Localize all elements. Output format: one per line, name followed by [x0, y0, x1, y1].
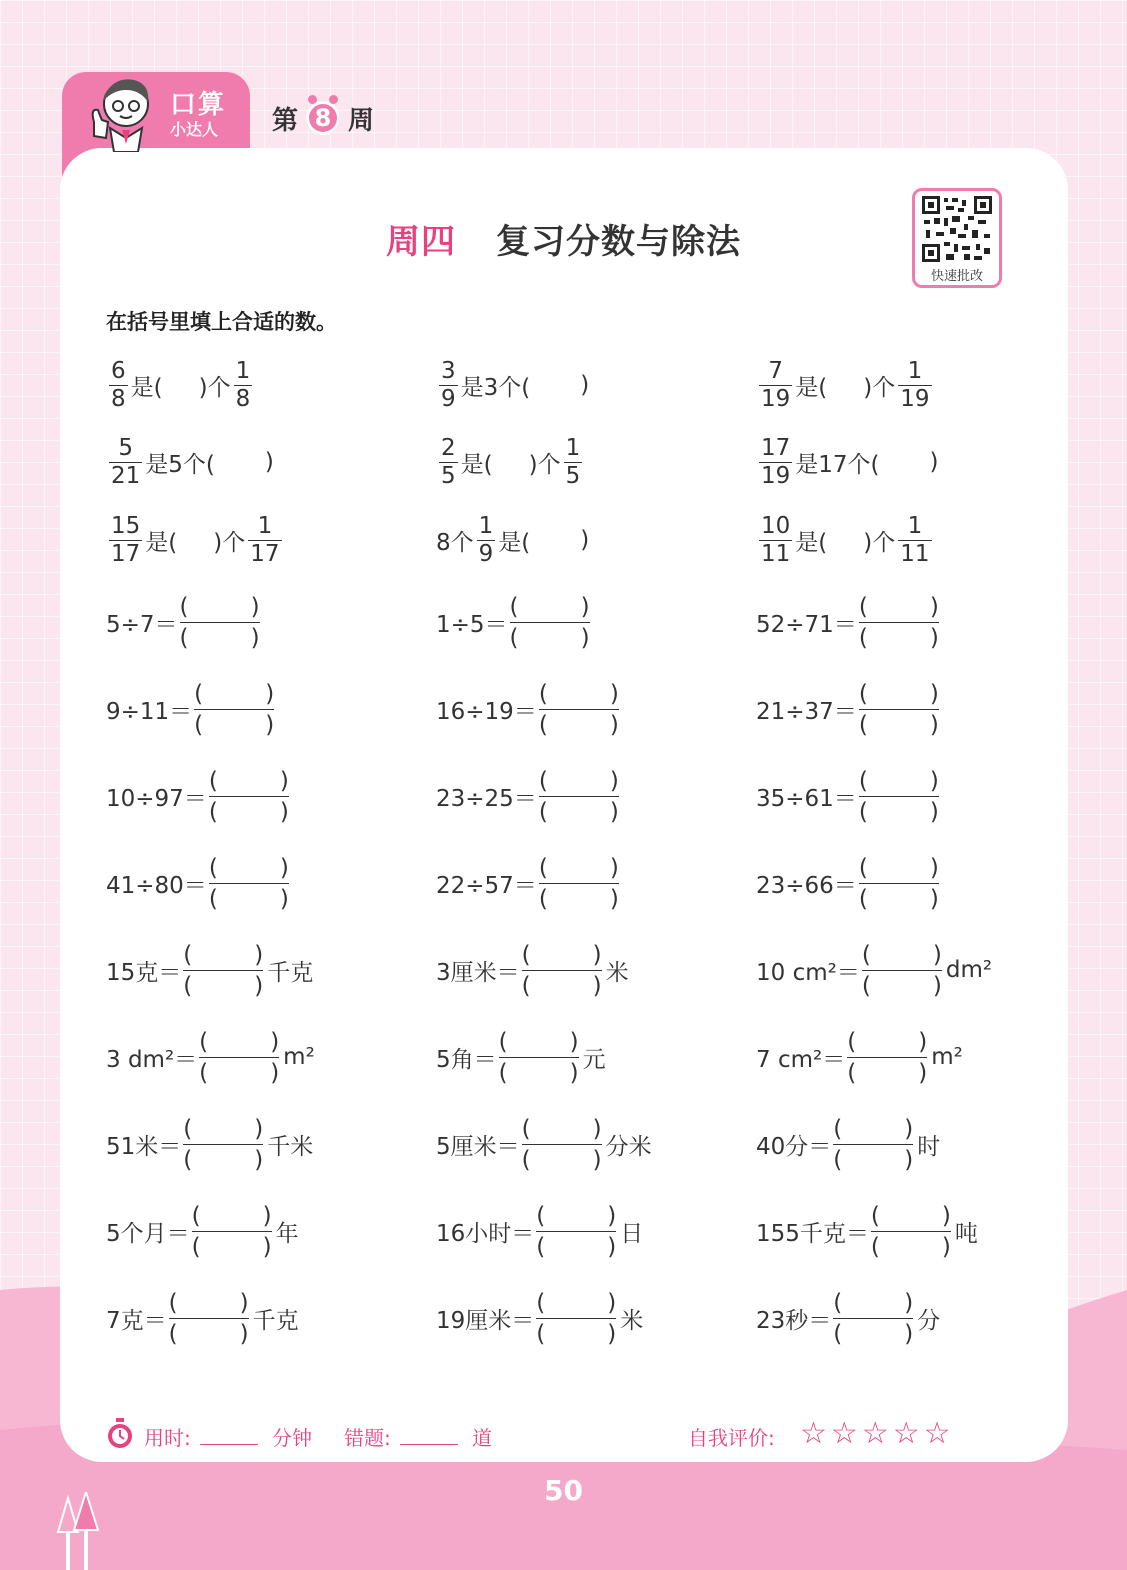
exercise-expression: 1÷5＝ — [436, 611, 508, 638]
answer-fraction[interactable] — [859, 592, 939, 653]
exercise-item — [436, 1200, 643, 1262]
instruction-text: 在括号里填上合适的数。 — [106, 310, 337, 334]
time-input[interactable] — [200, 1444, 258, 1445]
exercise-text: )个 — [863, 529, 896, 556]
answer-fraction[interactable] — [169, 1288, 249, 1349]
unit-label: 千米 — [267, 1133, 314, 1160]
exercise-item — [106, 765, 291, 827]
answer-denominator-blank[interactable]: ( ) — [536, 1320, 617, 1347]
answer-denominator-blank[interactable]: ( ) — [199, 1059, 280, 1086]
exercise-text: 是( — [460, 451, 493, 478]
fraction — [564, 435, 583, 490]
numerator: 1 — [235, 357, 251, 384]
rating-label: 自我评价: — [688, 1426, 775, 1450]
answer-fraction[interactable] — [539, 679, 619, 740]
unit-label: m² — [283, 1044, 315, 1070]
exercise-text: )个 — [198, 374, 231, 401]
unit-label: 千克 — [267, 959, 314, 986]
denominator: 5 — [565, 462, 581, 489]
exercise-expression: 23秒＝ — [756, 1307, 832, 1334]
fraction — [898, 358, 931, 413]
exercise-text: 是( — [498, 529, 531, 556]
unit-label: 时 — [917, 1133, 941, 1160]
numerator: 1 — [907, 512, 923, 539]
answer-fraction[interactable] — [499, 1027, 579, 1088]
unit-label: 千克 — [252, 1307, 299, 1334]
exercise-item — [756, 1113, 940, 1175]
answer-fraction[interactable] — [522, 1114, 602, 1175]
fraction — [477, 513, 496, 568]
denominator: 19 — [761, 385, 791, 412]
denominator: 9 — [441, 385, 456, 412]
exercise-text: 是( — [795, 529, 828, 556]
answer-denominator-blank[interactable]: ( ) — [536, 1233, 617, 1260]
page-number: 50 — [544, 1474, 583, 1507]
denominator: 17 — [250, 540, 280, 567]
fraction — [248, 513, 281, 568]
exercise-item — [436, 1113, 652, 1175]
answer-denominator-blank[interactable]: ( ) — [194, 711, 275, 738]
answer-numerator-blank[interactable]: ( ) — [521, 941, 602, 968]
answer-numerator-blank[interactable]: ( ) — [191, 1202, 272, 1229]
fraction — [234, 358, 253, 413]
time-label: 用时: — [144, 1426, 191, 1450]
exercise-item — [106, 678, 276, 740]
qr-label: 快速批改 — [930, 269, 983, 284]
answer-numerator-blank[interactable]: ( ) — [538, 854, 619, 881]
answer-denominator-blank[interactable]: ( ) — [858, 624, 939, 651]
time-unit: 分钟 — [272, 1426, 312, 1450]
exercise-text: 是17个( — [795, 451, 880, 478]
answer-denominator-blank[interactable]: ( ) — [861, 972, 942, 999]
exercise-item — [106, 1026, 315, 1088]
answer-numerator-blank[interactable]: ( ) — [858, 680, 939, 707]
answer-fraction[interactable] — [522, 940, 602, 1001]
exercise-item — [756, 431, 939, 493]
answer-denominator-blank[interactable]: ( ) — [858, 885, 939, 912]
answer-numerator-blank[interactable]: ( ) — [183, 1115, 264, 1142]
exercise-item — [756, 591, 941, 653]
numerator: 1 — [565, 434, 581, 461]
exercise-text: ) — [580, 372, 590, 398]
answer-numerator-blank[interactable]: ( ) — [179, 593, 260, 620]
answer-numerator-blank[interactable]: ( ) — [858, 854, 939, 881]
answer-numerator-blank[interactable]: ( ) — [498, 1028, 579, 1055]
exercise-item — [756, 1200, 978, 1262]
exercise-expression: 23÷66＝ — [756, 872, 857, 899]
answer-fraction[interactable] — [199, 1027, 279, 1088]
answer-fraction[interactable] — [194, 679, 274, 740]
fraction — [759, 435, 792, 490]
denominator: 8 — [235, 385, 251, 412]
exercise-item — [106, 1200, 299, 1262]
exercise-text: ) — [580, 527, 590, 553]
answer-fraction[interactable] — [871, 1201, 951, 1262]
denominator: 5 — [441, 462, 456, 489]
answer-numerator-blank[interactable]: ( ) — [833, 1115, 914, 1142]
exercise-expression: 5÷7＝ — [106, 611, 178, 638]
unit-label: 元 — [582, 1046, 606, 1073]
unit-label: 米 — [620, 1307, 644, 1334]
exercise-item — [436, 1026, 606, 1088]
answer-numerator-blank[interactable]: ( ) — [194, 680, 275, 707]
exercise-text: 是( — [145, 529, 178, 556]
exercise-item — [106, 1113, 313, 1175]
exercise-expression: 155千克＝ — [756, 1220, 869, 1247]
answer-denominator-blank[interactable]: ( ) — [858, 798, 939, 825]
answer-fraction[interactable] — [539, 853, 619, 914]
answer-denominator-blank[interactable]: ( ) — [183, 972, 264, 999]
answer-fraction[interactable] — [510, 592, 590, 653]
exercise-expression: 9÷11＝ — [106, 698, 193, 725]
answer-denominator-blank[interactable]: ( ) — [847, 1059, 928, 1086]
answer-fraction[interactable] — [833, 1114, 913, 1175]
exercise-expression: 16÷19＝ — [436, 698, 537, 725]
exercise-item — [756, 1026, 963, 1088]
exercise-item — [106, 431, 274, 493]
exercise-item — [756, 1287, 940, 1349]
star-icon[interactable]: ☆ — [830, 1416, 858, 1451]
answer-denominator-blank[interactable]: ( ) — [858, 711, 939, 738]
star-icon[interactable]: ☆ — [800, 1416, 827, 1451]
denominator: 17 — [111, 540, 141, 567]
exercise-text: 是( — [795, 374, 828, 401]
mascot-icon — [74, 72, 164, 152]
answer-numerator-blank[interactable]: ( ) — [858, 593, 939, 620]
exercise-expression: 51米＝ — [106, 1133, 182, 1160]
footer-bar — [0, 1416, 1127, 1456]
exercise-text: 是( — [130, 374, 163, 401]
rating-stars — [800, 1416, 951, 1452]
answer-denominator-blank[interactable]: ( ) — [870, 1233, 951, 1260]
numerator: 3 — [441, 357, 456, 384]
exercise-item — [436, 431, 585, 493]
brand-title: 口算 — [170, 90, 227, 120]
exercise-item — [106, 509, 285, 571]
answer-denominator-blank[interactable]: ( ) — [509, 624, 590, 651]
unit-label: 日 — [620, 1220, 644, 1247]
exercise-expression: 22÷57＝ — [436, 872, 537, 899]
answer-fraction[interactable] — [183, 940, 263, 1001]
exercise-item — [756, 509, 935, 571]
answer-fraction[interactable] — [539, 766, 619, 827]
exercise-item — [106, 591, 262, 653]
week-number-badge: 8 — [306, 101, 340, 135]
answer-numerator-blank[interactable]: ( ) — [538, 767, 619, 794]
exercise-text: )个 — [213, 529, 246, 556]
exercise-expression: 19厘米＝ — [436, 1307, 535, 1334]
answer-fraction[interactable] — [209, 853, 289, 914]
numerator: 1 — [257, 512, 273, 539]
fraction — [439, 435, 458, 490]
denominator: 9 — [478, 540, 494, 567]
exercise-item — [436, 852, 621, 914]
unit-label: 吨 — [954, 1220, 978, 1247]
fraction — [109, 435, 142, 490]
exercise-text: ) — [264, 449, 274, 475]
exercise-expression: 40分＝ — [756, 1133, 832, 1160]
answer-denominator-blank[interactable]: ( ) — [179, 624, 260, 651]
answer-numerator-blank[interactable]: ( ) — [521, 1115, 602, 1142]
answer-numerator-blank[interactable]: ( ) — [199, 1028, 280, 1055]
answer-numerator-blank[interactable]: ( ) — [833, 1289, 914, 1316]
fraction — [759, 358, 792, 413]
exercise-item — [436, 591, 592, 653]
week-prefix: 第 — [272, 105, 299, 136]
answer-denominator-blank[interactable]: ( ) — [498, 1059, 579, 1086]
exercise-item — [106, 354, 255, 416]
answer-denominator-blank[interactable]: ( ) — [538, 711, 619, 738]
unit-label: 分 — [917, 1307, 941, 1334]
answer-numerator-blank[interactable]: ( ) — [509, 593, 590, 620]
answer-fraction[interactable] — [859, 679, 939, 740]
star-icon[interactable]: ☆ — [923, 1416, 951, 1451]
numerator: 2 — [441, 434, 456, 461]
answer-numerator-blank[interactable]: ( ) — [208, 767, 289, 794]
star-icon[interactable]: ☆ — [892, 1416, 920, 1451]
exercise-item — [756, 354, 935, 416]
answer-numerator-blank[interactable]: ( ) — [208, 854, 289, 881]
answer-numerator-blank[interactable]: ( ) — [168, 1289, 249, 1316]
fraction — [898, 513, 931, 568]
exercise-item — [106, 939, 313, 1001]
answer-numerator-blank[interactable]: ( ) — [870, 1202, 951, 1229]
fraction — [439, 358, 458, 413]
exercise-expression: 5个月＝ — [106, 1220, 190, 1247]
exercise-expression: 23÷25＝ — [436, 785, 537, 812]
fraction — [109, 513, 142, 568]
exercise-expression: 21÷37＝ — [756, 698, 857, 725]
errors-input[interactable] — [400, 1444, 458, 1445]
denominator: 19 — [900, 385, 930, 412]
errors-label: 错题: — [344, 1426, 391, 1450]
errors-unit: 道 — [472, 1426, 492, 1450]
answer-fraction[interactable] — [536, 1288, 616, 1349]
answer-numerator-blank[interactable]: ( ) — [538, 680, 619, 707]
qr-code[interactable] — [912, 188, 1002, 288]
exercise-item — [756, 678, 941, 740]
brand-subtitle: 小达人 — [170, 120, 219, 139]
unit-label: 分米 — [605, 1133, 652, 1160]
answer-fraction[interactable] — [862, 940, 942, 1001]
exercise-expression: 5厘米＝ — [436, 1133, 520, 1160]
fraction — [759, 513, 792, 568]
timer-icon — [106, 1418, 134, 1450]
answer-denominator-blank[interactable]: ( ) — [208, 885, 289, 912]
exercise-expression: 7克＝ — [106, 1307, 167, 1334]
week-suffix: 周 — [348, 105, 375, 136]
exercise-expression: 16小时＝ — [436, 1220, 535, 1247]
numerator: 6 — [111, 357, 126, 384]
numerator: 5 — [118, 434, 133, 461]
denominator: 21 — [111, 462, 141, 489]
exercise-item — [436, 1287, 643, 1349]
exercise-item — [436, 939, 629, 1001]
exercise-expression: 3厘米＝ — [436, 959, 520, 986]
answer-numerator-blank[interactable]: ( ) — [847, 1028, 928, 1055]
answer-denominator-blank[interactable]: ( ) — [833, 1320, 914, 1347]
week-indicator — [272, 98, 374, 138]
numerator: 15 — [111, 512, 141, 539]
numerator: 17 — [761, 434, 791, 461]
numerator: 1 — [907, 357, 923, 384]
answer-denominator-blank[interactable]: ( ) — [168, 1320, 249, 1347]
answer-denominator-blank[interactable]: ( ) — [521, 972, 602, 999]
answer-denominator-blank[interactable]: ( ) — [833, 1146, 914, 1173]
answer-fraction[interactable] — [536, 1201, 616, 1262]
denominator: 19 — [761, 462, 791, 489]
answer-numerator-blank[interactable]: ( ) — [536, 1202, 617, 1229]
exercise-item — [756, 939, 992, 1001]
answer-numerator-blank[interactable]: ( ) — [183, 941, 264, 968]
answer-denominator-blank[interactable]: ( ) — [191, 1233, 272, 1260]
unit-label: m² — [931, 1044, 963, 1070]
answer-fraction[interactable] — [209, 766, 289, 827]
star-icon[interactable]: ☆ — [861, 1416, 889, 1451]
exercise-item — [436, 765, 621, 827]
title-topic: 复习分数与除法 — [496, 222, 741, 262]
answer-denominator-blank[interactable]: ( ) — [538, 798, 619, 825]
unit-label: 米 — [605, 959, 629, 986]
exercise-item — [756, 765, 941, 827]
answer-numerator-blank[interactable]: ( ) — [858, 767, 939, 794]
exercise-expression: 5角＝ — [436, 1046, 497, 1073]
answer-denominator-blank[interactable]: ( ) — [183, 1146, 264, 1173]
exercise-expression: 41÷80＝ — [106, 872, 207, 899]
exercise-expression: 3 dm²＝ — [106, 1046, 198, 1073]
answer-fraction[interactable] — [192, 1201, 272, 1262]
qr-code-icon — [922, 196, 992, 262]
numerator: 1 — [478, 512, 494, 539]
title-day: 周四 — [386, 222, 456, 262]
answer-denominator-blank[interactable]: ( ) — [538, 885, 619, 912]
exercise-expression: 35÷61＝ — [756, 785, 857, 812]
exercise-text: 8个 — [436, 529, 474, 556]
exercise-text: )个 — [863, 374, 896, 401]
exercise-expression: 52÷71＝ — [756, 611, 857, 638]
exercise-expression: 7 cm²＝ — [756, 1046, 846, 1073]
exercise-text: ) — [929, 449, 939, 475]
exercise-text: 是5个( — [145, 451, 215, 478]
exercise-item — [436, 509, 589, 571]
exercise-expression: 15克＝ — [106, 959, 182, 986]
exercise-item — [756, 852, 941, 914]
exercise-item — [436, 354, 589, 416]
answer-fraction[interactable] — [183, 1114, 263, 1175]
numerator: 10 — [761, 512, 791, 539]
exercise-text: 是3个( — [460, 374, 531, 401]
denominator: 11 — [761, 540, 791, 567]
unit-label: 年 — [275, 1220, 299, 1247]
fraction — [109, 358, 128, 413]
exercise-expression: 10÷97＝ — [106, 785, 207, 812]
exercise-text: )个 — [528, 451, 561, 478]
unit-label: dm² — [945, 957, 993, 983]
denominator: 11 — [900, 540, 930, 567]
exercise-item — [106, 1287, 299, 1349]
exercise-item — [106, 852, 291, 914]
answer-fraction[interactable] — [833, 1288, 913, 1349]
exercise-expression: 10 cm²＝ — [756, 959, 860, 986]
answer-fraction[interactable] — [847, 1027, 927, 1088]
denominator: 8 — [111, 385, 126, 412]
answer-numerator-blank[interactable]: ( ) — [861, 941, 942, 968]
answer-fraction[interactable] — [859, 853, 939, 914]
numerator: 7 — [768, 357, 783, 384]
answer-fraction[interactable] — [859, 766, 939, 827]
answer-denominator-blank[interactable]: ( ) — [208, 798, 289, 825]
exercise-item — [436, 678, 621, 740]
answer-numerator-blank[interactable]: ( ) — [536, 1289, 617, 1316]
answer-denominator-blank[interactable]: ( ) — [521, 1146, 602, 1173]
answer-fraction[interactable] — [180, 592, 260, 653]
